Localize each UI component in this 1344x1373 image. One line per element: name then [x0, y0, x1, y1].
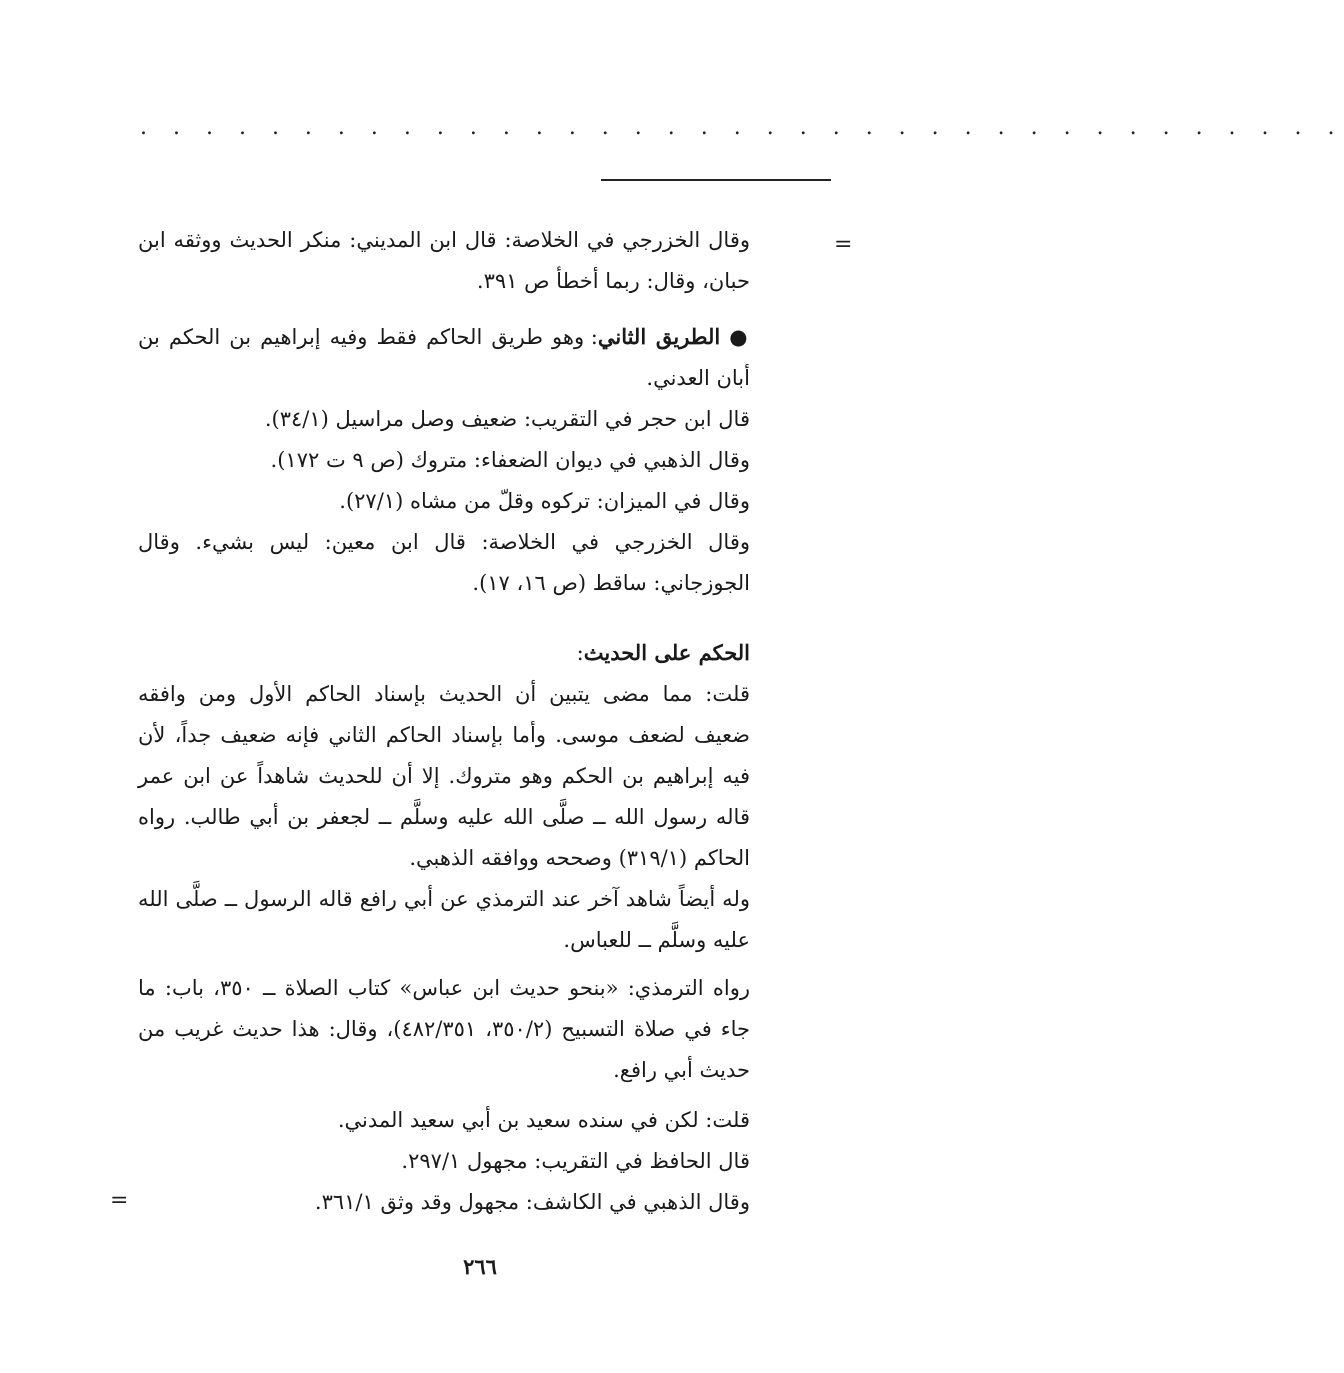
page-number: ٢٦٦: [463, 1254, 497, 1279]
chain-note-line: قلت: لكن في سنده سعيد بن أبي سعيد المدني.: [337, 1108, 750, 1132]
footnote-continuation: [138, 220, 750, 302]
second-route-block: [138, 316, 750, 604]
mizan-line: وقال في الميزان: تركوه وقلّ من مشاه (٢٧/١).: [339, 489, 750, 513]
continuation-mark-bottom: =: [110, 1188, 129, 1213]
footnote-line: وقال الخزرجي في الخلاصة: قال ابن المديني: منكر الحديث ووثقه ابن حبان، وقال: ربما أخطأ ص ٣٩١.: [138, 228, 750, 293]
dhahabi-diwan-line: وقال الذهبي في ديوان الضعفاء: متروك (ص ٩ ت ١٧٢).: [270, 448, 750, 472]
tirmidhi-paragraph: رواه الترمذي: «بنحو حديث ابن عباس» كتاب الصلاة ــ ٣٥٠، باب: ما جاء في صلاة التسبيح (٣٥٠/٢، ٤٨٢/٣٥١)، وقال: هذا حديث غريب من حديث أبي رافع.: [138, 976, 750, 1082]
dotted-separator: . . . . . . . . . . . . . . . . . . . . . . . . . . . . . . . . . . . . .: [140, 115, 1344, 140]
ruling-block: [138, 632, 750, 961]
chain-note-block: [138, 1100, 750, 1223]
kashif-line: وقال الذهبي في الكاشف: مجهول وقد وثق ٣٦١/١.: [314, 1190, 750, 1214]
footnote-rule: [601, 179, 831, 181]
second-route-intro: [138, 316, 750, 399]
hafiz-line: قال الحافظ في التقريب: مجهول ٢٩٧/١.: [401, 1149, 750, 1173]
second-route-text: : وهو طريق الحاكم فقط وفيه إبراهيم بن الحكم بن أبان العدني.: [138, 325, 750, 390]
bullet-icon: ●: [729, 324, 750, 349]
ibn-hajar-line: قال ابن حجر في التقريب: ضعيف وصل مراسيل (٣٤/١).: [264, 407, 750, 431]
second-route-label: الطريق الثاني: [597, 324, 721, 349]
tirmidhi-block: [138, 968, 750, 1091]
ruling-heading-colon: :: [576, 641, 584, 665]
ruling-heading: [138, 632, 750, 674]
continuation-mark-top: =: [834, 232, 853, 257]
khazraji-line: وقال الخزرجي في الخلاصة: قال ابن معين: ليس بشيء. وقال الجوزجاني: ساقط (ص ١٦، ١٧).: [138, 530, 750, 595]
ruling-heading-text: الحكم على الحديث: [583, 640, 750, 665]
ruling-paragraph: قلت: مما مضى يتبين أن الحديث بإسناد الحاكم الأول ومن وافقه ضعيف لضعف موسى. وأما بإسناد الحاكم الثاني فإنه ضعيف جداً، لأن فيه إبراهيم بن الحكم وهو متروك. إلا أن للحديث شاهداً عن ابن عمر قاله رسول الله ــ صلَّى الله عليه وسلَّم ــ لجعفر بن أبي طالب. رواه الحاكم (٣١٩/١) وصححه ووافقه الذهبي.: [138, 682, 750, 870]
witness-paragraph: وله أيضاً شاهد آخر عند الترمذي عن أبي رافع قاله الرسول ــ صلَّى الله عليه وسلَّم ــ للعباس.: [138, 887, 750, 952]
